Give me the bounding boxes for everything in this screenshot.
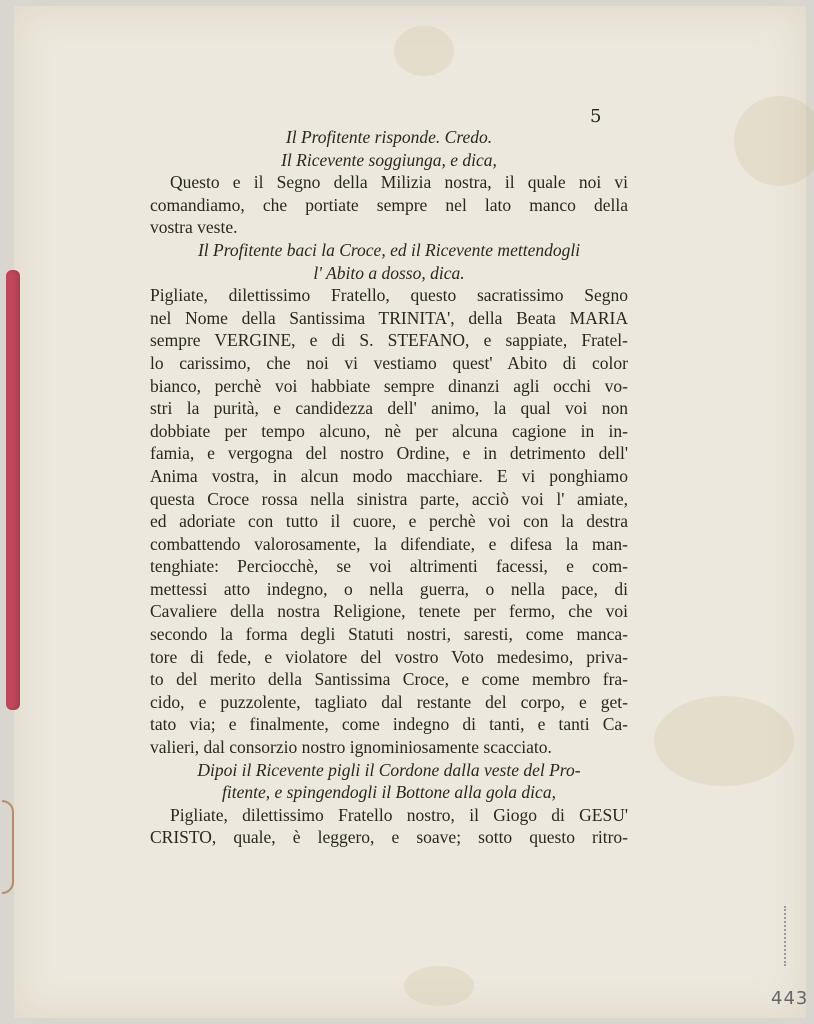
text-line: stri la purità, e candidezza dell' animo, la qual voi non [150,398,628,419]
text-line: l' Abito a dosso, dica. [313,262,465,283]
text-line: Dipoi il Ricevente pigli il Cordone dalla veste del Pro- [197,759,581,780]
text-line: Cavaliere della nostra Religione, tenete per fermo, che voi [150,601,628,622]
text-line: sempre VERGINE, e di S. STEFANO, e sappiate, Fratel- [150,330,628,351]
text-line: vostra veste. [150,217,238,238]
red-ribbon-bookmark [6,270,20,710]
text-line: to del merito della Santissima Croce, e come membro fra- [150,669,628,690]
text-line: ed adoriate con tutto il cuore, e perchè voi con la destra [150,511,628,532]
thread-loop [2,800,14,894]
page-number: 5 [590,106,602,127]
handwritten-folio-number: 443 [771,988,809,1009]
text-line: dobbiate per tempo alcuno, nè per alcuna cagione in in- [150,420,628,441]
stain [654,696,794,786]
page-sheet [14,6,809,1018]
text-line: secondo la forma degli Statuti nostri, saresti, come manca- [150,624,628,645]
text-line: valieri, dal consorzio nostro ignominiosamente scacciato. [150,737,552,758]
text-line: Questo e il Segno della Milizia nostra, il quale noi vi [170,172,628,193]
text-line: fitente, e spingendogli il Bottone alla gola dica, [222,782,556,803]
stain [394,26,454,76]
binding-marks [784,906,794,966]
text-line: cido, e puzzolente, tagliato dal restante del corpo, e get- [150,691,628,712]
stain [404,966,474,1006]
text-line: Pigliate, dilettissimo Fratello, questo sacratissimo Segno [150,285,628,306]
text-line: Il Profitente baci la Croce, ed il Ricevente mettendogli [197,239,581,260]
text-block [150,126,628,849]
text-line: lo carissimo, che noi vi vestiamo quest' Abito di color [150,352,628,373]
text-line: questa Croce rossa nella sinistra parte, acciò voi l' amiate, [150,488,628,509]
text-line: tato via; e finalmente, come indegno di tanti, e tanti Ca- [150,714,628,735]
text-line: Anima vostra, in alcun modo macchiare. E vi ponghiamo [150,465,628,486]
text-line: comandiamo, che portiate sempre nel lato manco della [150,194,628,215]
text-line: famia, e vergogna del nostro Ordine, e in detrimento dell' [150,443,628,464]
text-line: mettessi atto indegno, o nella guerra, o nella pace, di [150,578,628,599]
text-line: combattendo valorosamente, la difendiate, e difesa la man- [150,533,628,554]
text-line: tore di fede, e violatore del vostro Voto medesimo, priva- [150,646,628,667]
text-line: Pigliate, dilettissimo Fratello nostro, il Giogo di GESU' [170,804,628,825]
text-line: tenghiate: Perciocchè, se voi altrimenti facessi, e com- [150,556,628,577]
text-line: Il Profitente risponde. Credo. [285,127,493,147]
stain [734,96,814,186]
text-line: Il Ricevente soggiunga, e dica, [281,149,497,170]
text-line: CRISTO, quale, è leggero, e soave; sotto questo ritro- [150,827,628,848]
text-line: nel Nome della Santissima TRINITA', della Beata MARIA [150,307,628,328]
text-line: bianco, perchè voi habbiate sempre dinanzi agli occhi vo- [150,375,628,396]
